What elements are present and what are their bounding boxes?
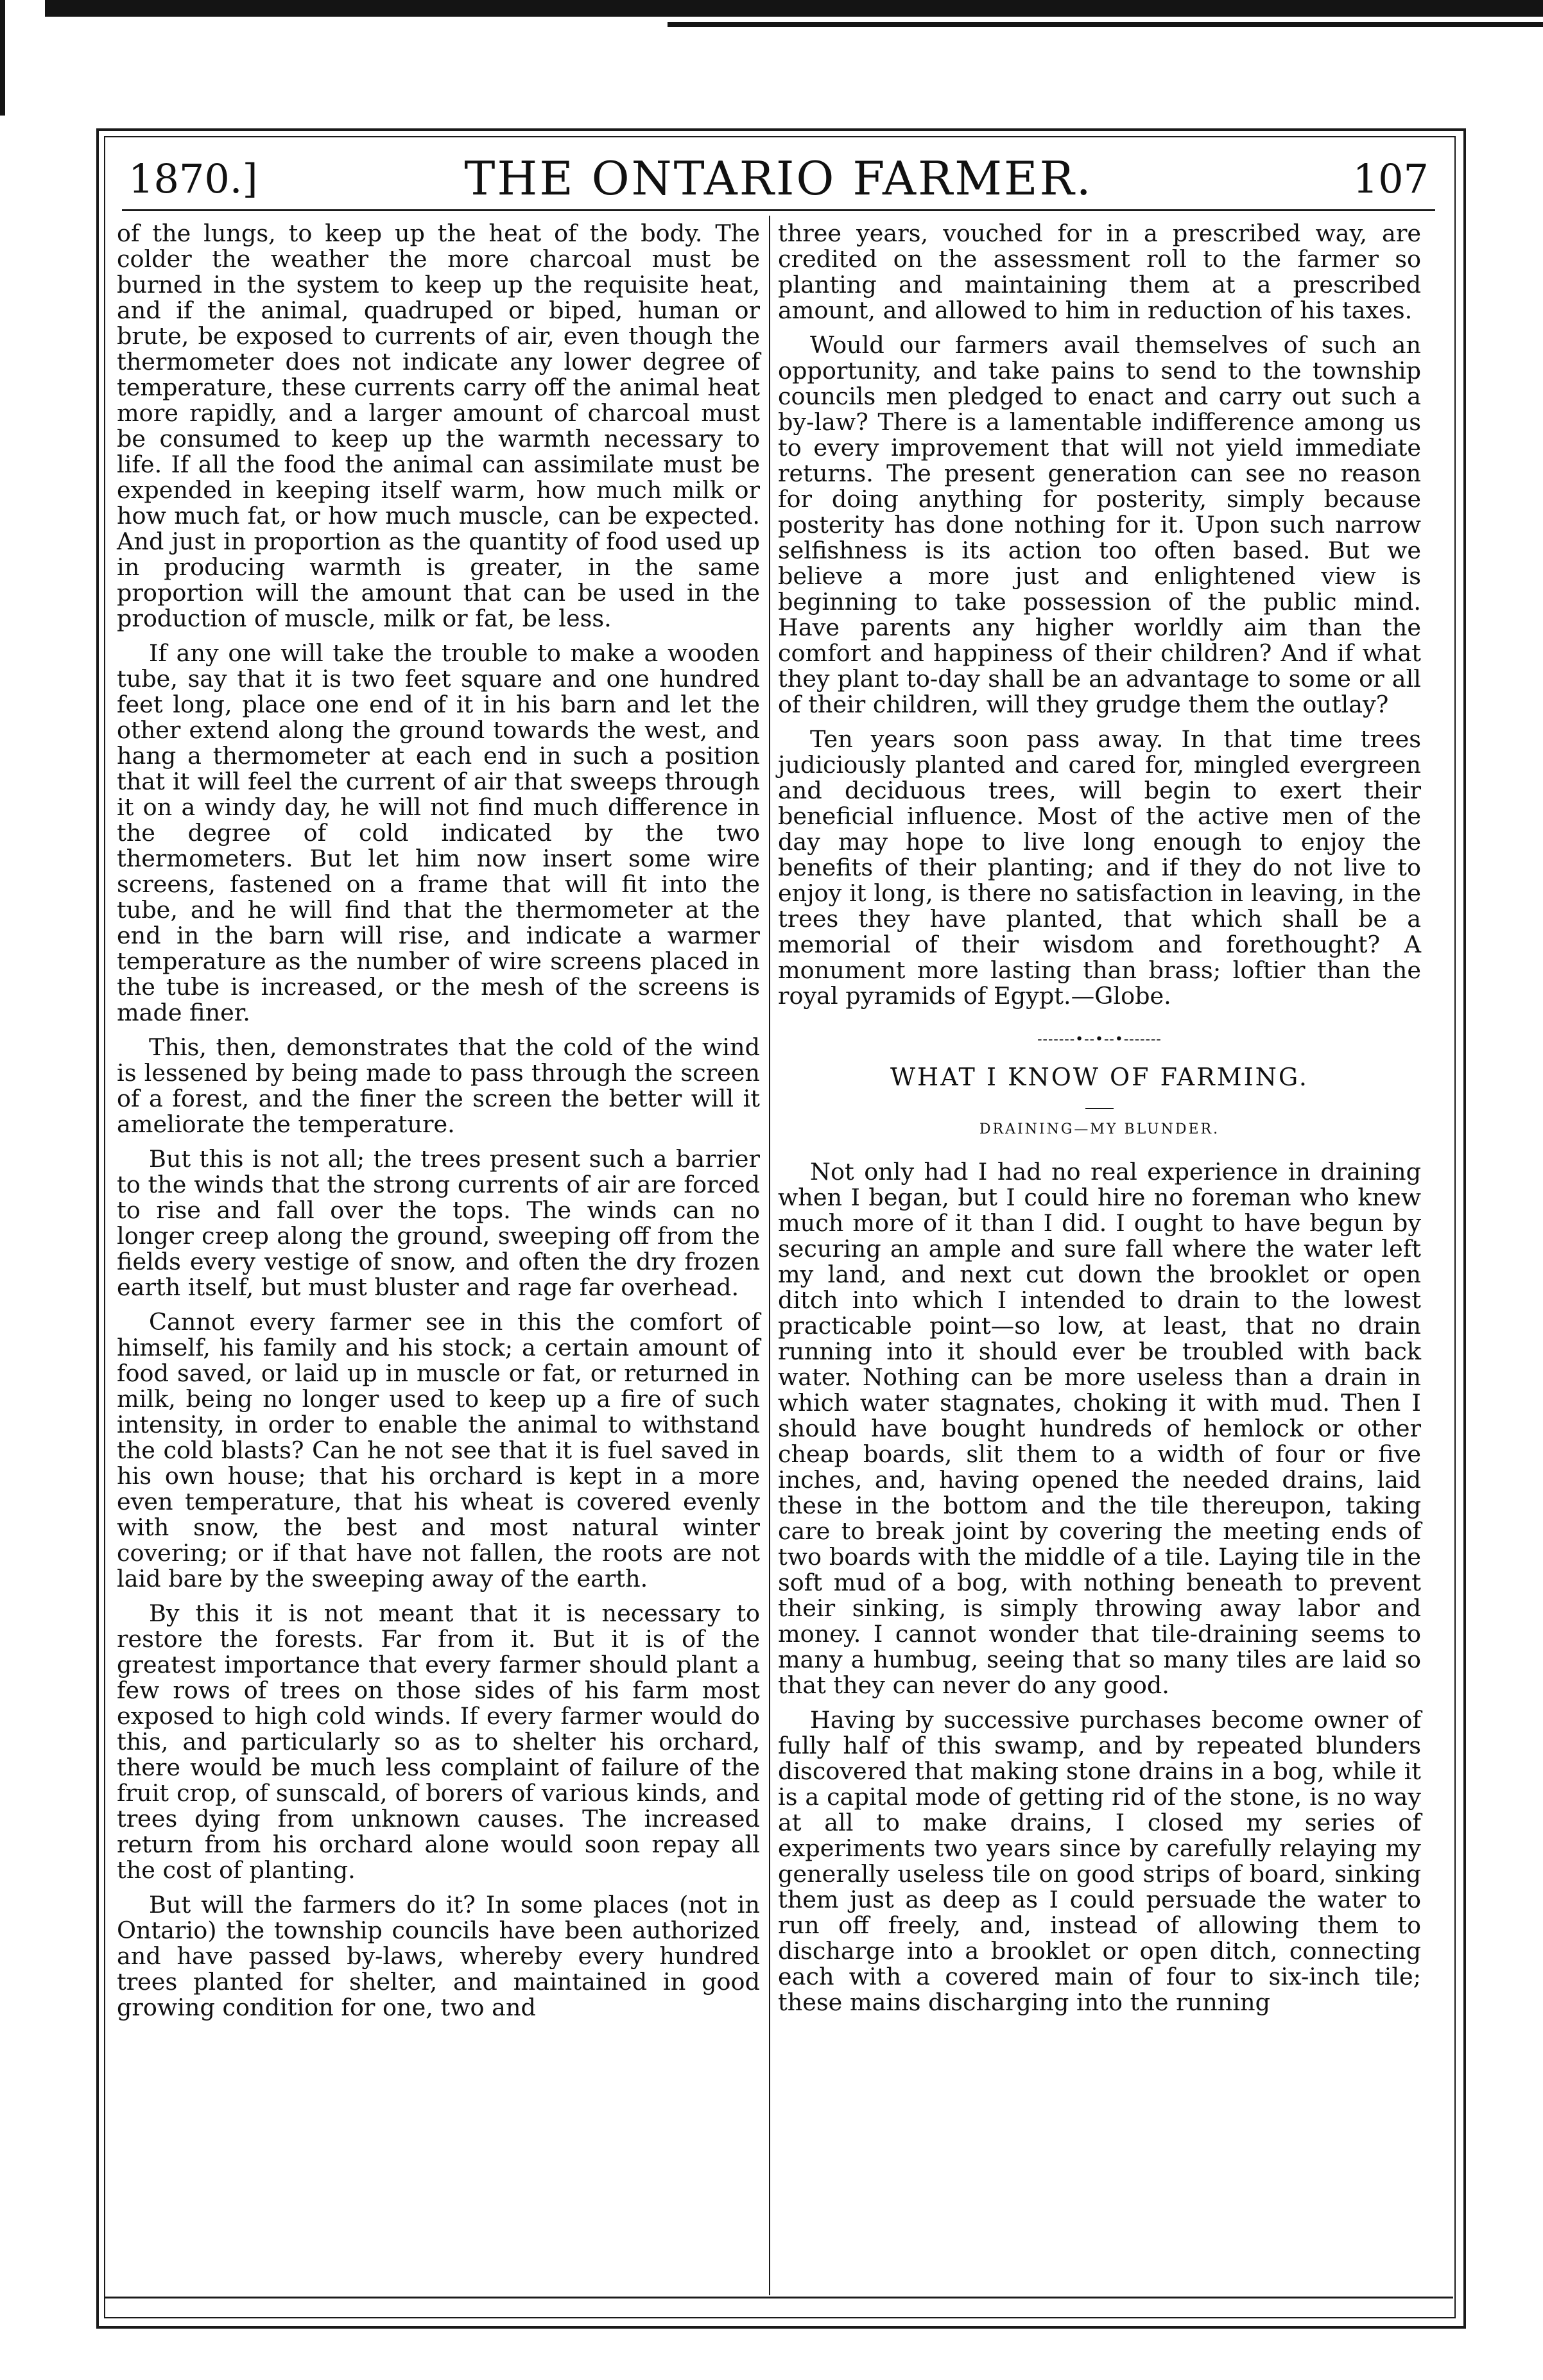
right-paragraph-1: three years, vouched for in a prescribed way, are credited on the assessment roll to the farmer so planting and maintaining them at a prescribed amount, and allowed to him in reduction of his taxes.	[778, 220, 1421, 324]
header-year: 1870.]	[128, 155, 258, 202]
left-print-bar	[0, 0, 5, 116]
header-page-number: 107	[1352, 155, 1429, 202]
left-column	[117, 221, 760, 2030]
left-paragraph-2: If any one will take the trouble to make a wooden tube, say that it is two feet square and one hundred feet long, place one end of it in his barn and let the other extend along the ground towards the west, and hang a thermometer at each end in such a position that it will feel the current of air that sweeps through it on a windy day, he will not find much difference in the degree of cold indicated by the two thermometers. But let him now insert some wire screens, fastened on a frame that will fit into the tube, and he will find that the thermometer at the end in the barn will rise, and indicate a warmer temperature as the number of wire screens placed in the tube is increased, or the mesh of the screens is made finer.	[117, 639, 760, 1026]
right-column	[778, 221, 1421, 2024]
left-paragraph-6: By this it is not meant that it is necessary to restore the forests. Far from it. But it is of the greatest importance that every farmer should plant a few rows of trees on those sides of his farm most exposed to high cold winds. If every farmer would do this, and particularly so as to shelter his orchard, there would be much less complaint of failure of the fruit crop, of sunscald, of borers of various kinds, and trees dying from unknown causes. The increased return from his orchard alone would soon repay all the cost of planting.	[117, 1600, 760, 1884]
column-divider	[769, 216, 770, 2295]
left-paragraph-7: But will the farmers do it? In some places (not in Ontario) the township councils have been authorized and have passed by-laws, whereby every hundred trees planted for shelter, and maintained in good growing condition for one, two and	[117, 1891, 760, 2021]
top-print-bar	[45, 0, 1543, 17]
article-separator: -------•--•--•-------	[1037, 1031, 1162, 1048]
section-paragraph-1: Not only had I had no real experience in draining when I began, but I could hire no foreman who knew much more of it than I did. I ought to have begun by securing an ample and sure fall where the water left my land, and next cut down the brooklet or open ditch into which I intended to drain to the lowest practicable point—so low, at least, that no drain running into it should ever be troubled with back water. Nothing can be more useless than a drain in which water stagnates, choking it with mud. Then I should have bought hundreds of hemlock or other cheap boards, slit them to a width of four or five inches, and, having opened the needed drains, laid these in the bottom and the tile thereupon, taking care to break joint by covering the meeting ends of two boards with the middle of a tile. Laying tile in the soft mud of a bog, with nothing beneath to prevent their sinking, is simply throwing away labor and money. I cannot wonder that tile-draining seems to many a humbug, seeing that so many tiles are laid so that they can never do any good.	[778, 1158, 1421, 1699]
left-paragraph-4: But this is not all; the trees present such a barrier to the winds that the strong currents of air are forced to rise and fall over the tops. The winds can no longer creep along the ground, sweeping off from the fields every vestige of snow, and often the dry frozen earth itself, but must bluster and rage far overhead.	[117, 1145, 760, 1301]
right-paragraph-3: Ten years soon pass away. In that time trees judiciously planted and cared for, mingled evergreen and deciduous trees, will begin to exert their beneficial influence. Most of the active men of the day may hope to live long enough to enjoy the benefits of their planting; and if they do not live to enjoy it long, is there no satisfaction in leaving, in the trees they have planted, that which shall be a memorial of their wisdom and forethought? A monument more lasting than brass; loftier than the royal pyramids of Egypt.—Globe.	[778, 725, 1421, 1010]
section-title-rule	[1085, 1108, 1114, 1109]
header-title: THE ONTARIO FARMER.	[464, 151, 1093, 205]
left-paragraph-3: This, then, demonstrates that the cold of the wind is lessened by being made to pass through the screen of a forest, and the finer the screen the better will it ameliorate the temperature.	[117, 1033, 760, 1138]
page-header	[128, 142, 1429, 212]
bottom-rule	[104, 2297, 1453, 2298]
header-rule	[122, 209, 1435, 211]
left-paragraph-5: Cannot every farmer see in this the comfort of himself, his family and his stock; a certain amount of food saved, or laid up in muscle or fat, or returned in milk, being no longer used to keep up a fire of such intensity, in order to enable the animal to withstand the cold blasts? Can he not see that it is fuel saved in his own house; that his orchard is kept in a more even temperature, that his wheat is covered evenly with snow, the best and most natural winter covering; or if that have not fallen, the roots are not laid bare by the sweeping away of the earth.	[117, 1308, 760, 1592]
top-print-bar-secondary	[668, 22, 1543, 27]
left-paragraph-1: of the lungs, to keep up the heat of the body. The colder the weather the more charcoal must be burned in the system to keep up the requisite heat, and if the animal, quadruped or biped, human or brute, be exposed to currents of air, even though the thermometer does not indicate any lower degree of temperature, these currents carry off the animal heat more rapidly, and a larger amount of charcoal must be consumed to keep up the warmth necessary to life. If all the food the animal can assimilate must be expended in keeping itself warm, how much milk or how much fat, or how much muscle, can be expected. And just in proportion as the quantity of food used up in producing warmth is greater, in the same proportion will the amount that can be used in the production of muscle, milk or fat, be less.	[117, 220, 760, 632]
right-paragraph-2: Would our farmers avail themselves of such an opportunity, and take pains to send to the township councils men pledged to enact and carry out such a by-law? There is a lamentable indifference among us to every improvement that will not yield immediate returns. The present generation can see no reason for doing anything for posterity, simply because posterity has done nothing for it. Upon such narrow selfishness is its action too often based. But we believe a more just and enlightened view is beginning to take possession of the public mind. Have parents any higher worldly aim than the comfort and happiness of their children? And if what they plant to-day shall be an advantage to some or all of their children, will they grudge them the outlay?	[778, 331, 1421, 718]
section-title: WHAT I KNOW OF FARMING.	[890, 1063, 1309, 1091]
section-paragraph-2: Having by successive purchases become owner of fully half of this swamp, and by repeated blunders discovered that making stone drains in a bog, while it is a capital mode of getting rid of the stone, is no way at all to make drains, I closed my series of experiments two years since by carefully relaying my generally useless tile on good strips of board, sinking them just as deep as I could persuade the water to run off freely, and, instead of allowing them to discharge into a brooklet or open ditch, connecting each with a covered main of four to six-inch tile; these mains discharging into the running	[778, 1706, 1421, 2016]
section-subtitle: DRAINING—MY BLUNDER.	[979, 1121, 1220, 1137]
